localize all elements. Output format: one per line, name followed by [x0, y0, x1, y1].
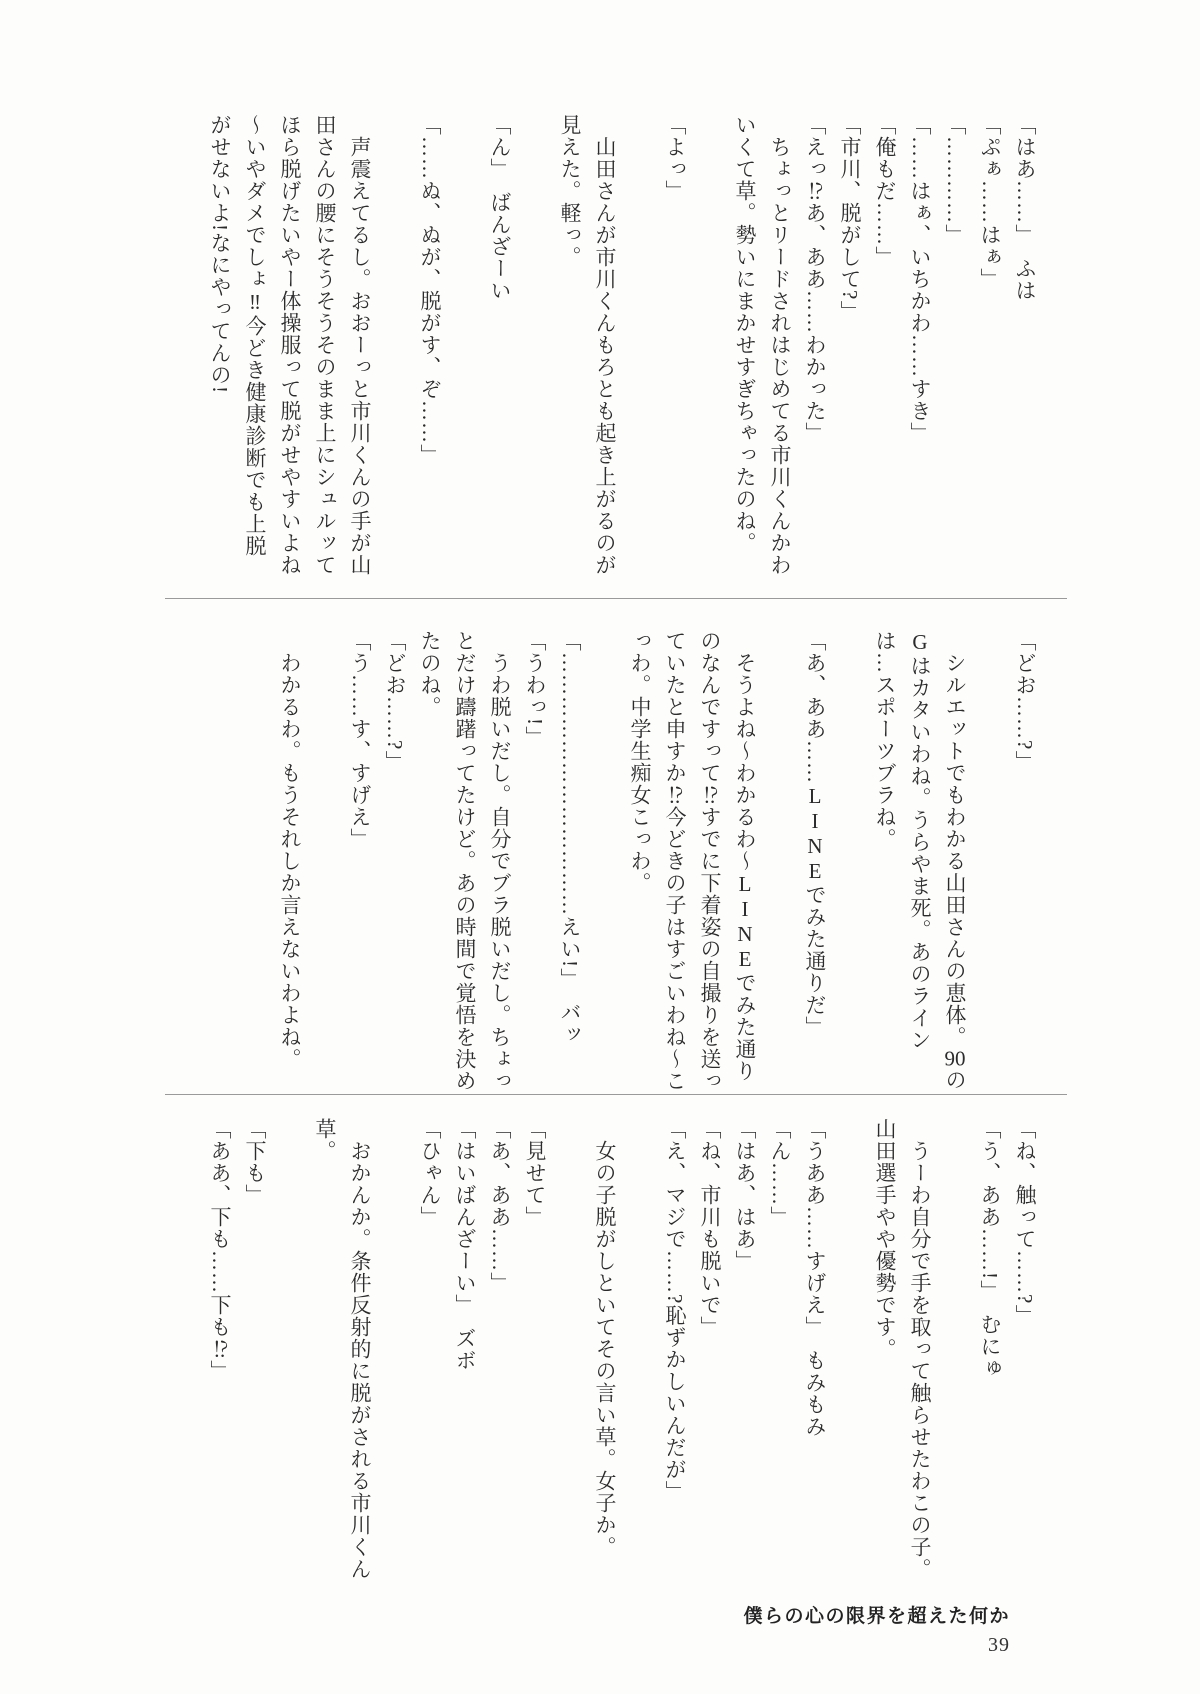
- text-line: ちょっとリードされはじめてる市川くんかわいくて草。勢いにまかせすぎちゃったのね。: [733, 114, 792, 576]
- text-line: 「えっ⁉あ、ああ……わかった」: [803, 114, 827, 444]
- text-line: 「はあ、はあ」: [733, 1118, 757, 1272]
- text-line: 「俺もだ……」: [873, 114, 897, 268]
- text-line: 「う、ああ……!」 むにゅ: [978, 1118, 1002, 1380]
- text-line: 「はあ……」 ふは: [1013, 114, 1037, 302]
- text-line: 「うああ……すげえ」 もみもみ: [803, 1118, 827, 1438]
- text-block-2: [272, 630, 1042, 1094]
- text-block-3: [202, 1118, 1042, 1582]
- text-line: 「どお……?」: [383, 630, 407, 773]
- text-line: 「ね、触って……?」: [1013, 1118, 1037, 1327]
- text-line: 「ああ、下も……下も⁉」: [208, 1118, 232, 1382]
- text-line: 「……ぬ、ぬが、脱がす、ぞ……」: [418, 114, 442, 466]
- text-line: 声震えてるし。おおーっと市川くんの手が山田さんの腰にそうそうそのまま上にシュルッてほら脱げたいやー体操服って脱がせやすいよね～いやダメでしょ‼今どき健康診断でも上脱がせないよ!なにやってんの!: [208, 114, 372, 576]
- text-line: 「下も」: [243, 1118, 267, 1206]
- text-line: 「あ、ああ……LINEでみた通りだ」: [803, 630, 827, 1038]
- text-line: 「はいばんざーい」 ズボ: [453, 1118, 477, 1372]
- text-line: 「市川、脱がして?」: [838, 114, 862, 323]
- text-line: うーわ自分で手を取って触らせたわこの子。山田選手やや優勢です。: [873, 1118, 932, 1580]
- text-line: 「ぷぁ……はぁ」: [978, 114, 1002, 290]
- text-line: わかるわ。もうそれしか言えないわよね。: [278, 630, 302, 1070]
- section-divider: [165, 1094, 1067, 1095]
- text-line: 「………………………………えい!」 バッ: [558, 630, 582, 1046]
- text-line: 女の子脱がしといてその言い草。女子か。: [593, 1118, 617, 1558]
- text-line: 「う……す、すげえ」: [348, 630, 372, 850]
- text-line: 「どお……?」: [1013, 630, 1037, 773]
- text-line: 「うわっ!」: [523, 630, 547, 748]
- text-line: おかんか。条件反射的に脱がされる市川くん草。: [313, 1118, 372, 1580]
- page-number: 39: [988, 1634, 1010, 1656]
- text-line: 「ん」 ばんざーい: [488, 114, 512, 302]
- text-line: 「ん……」: [768, 1118, 792, 1228]
- section-divider: [165, 598, 1067, 599]
- text-line: うわ脱いだし。自分でブラ脱いだし。ちょっとだけ躊躇ってたけど。あの時間で覚悟を決めたのね。: [418, 630, 512, 1092]
- text-line: 山田さんが市川くんもろとも起き上がるのが見えた。軽っ。: [558, 114, 617, 576]
- text-line: 「……はぁ、いちかわ……すき」: [908, 114, 932, 444]
- text-line: シルエットでもわかる山田さんの恵体。90のGはカタいわね。うらやま死。あのラインは…スポーツブラね。: [873, 630, 967, 1091]
- text-line: 「…………」: [943, 114, 967, 246]
- text-line: 「あ、ああ……」: [488, 1118, 512, 1294]
- text-line: そうよね～わかるわ～LINEでみた通りのなんですって⁉すでに下着姿の自撮りを送っていたと申すか⁉今どきの子はすごいわね～こっわ。中学生痴女こっわ。: [628, 630, 757, 1092]
- text-line: 「え、マジで……?恥ずかしいんだが」: [663, 1118, 687, 1503]
- footer-book-title: 僕らの心の限界を超えた何か: [743, 1606, 1010, 1627]
- text-block-1: [202, 114, 1042, 578]
- text-line: 「ひゃん」: [418, 1118, 442, 1228]
- text-line: 「ね、市川も脱いで」: [698, 1118, 722, 1338]
- text-line: 「よっ」: [663, 114, 687, 202]
- text-line: 「見せて」: [523, 1118, 547, 1228]
